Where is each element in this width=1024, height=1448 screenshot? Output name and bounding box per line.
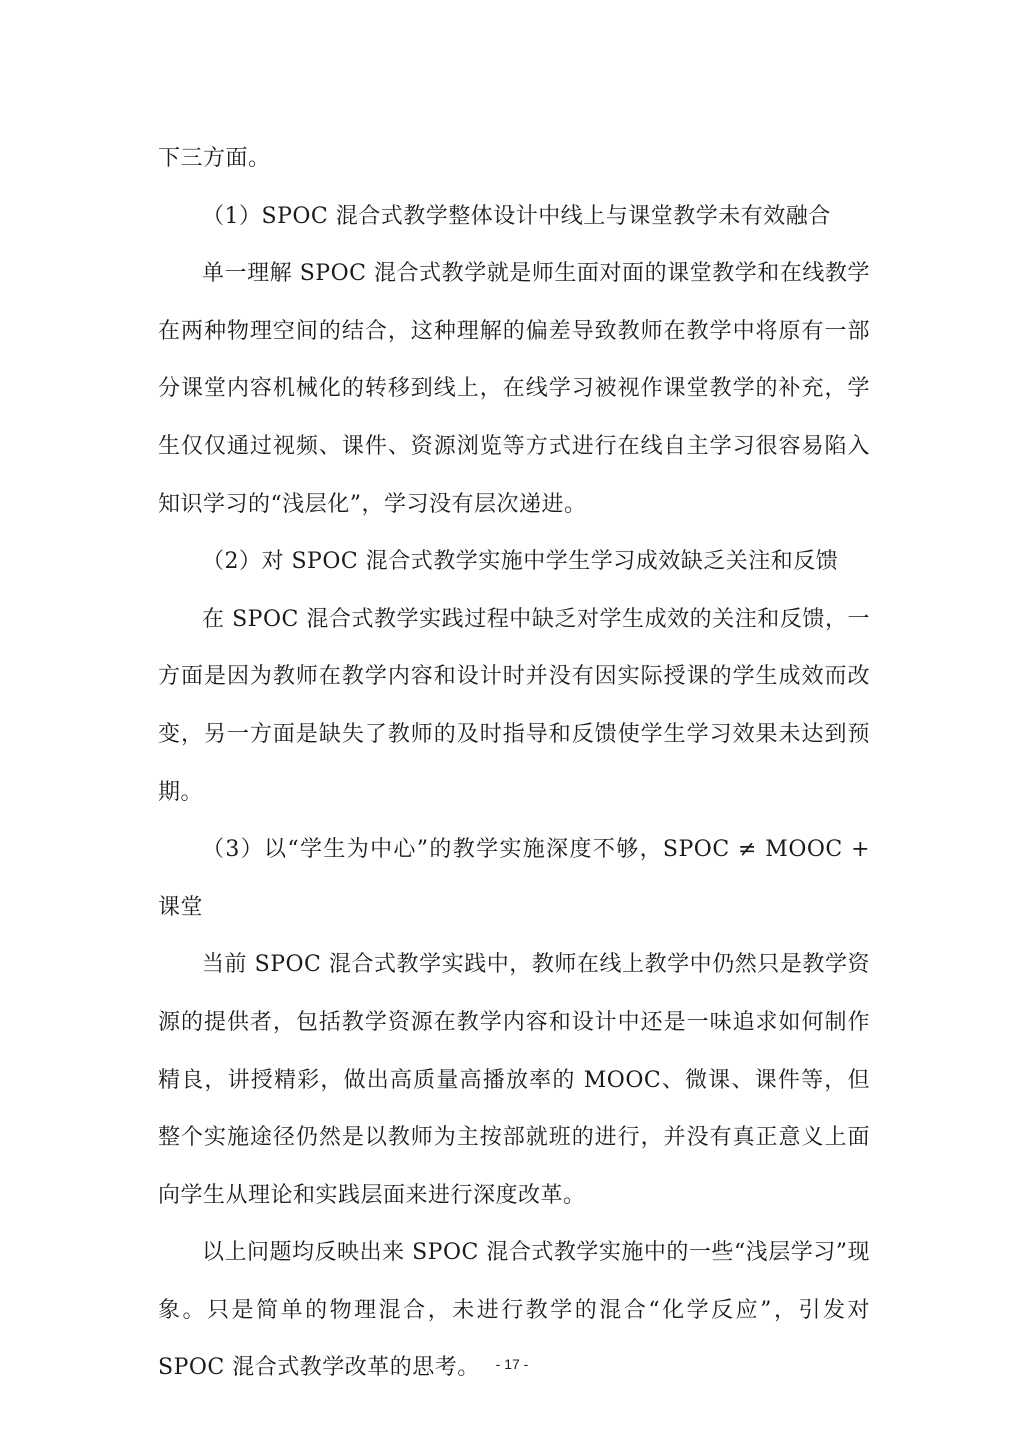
continuation-paragraph: 下三方面。	[158, 146, 271, 171]
body-paragraph-1: 单一理解 SPOC 混合式教学就是师生面对面的课堂教学和在线教学在两种物理空间的结合，这种理解的偏差导致教师在教学中将原有一部分课堂内容机械化的转移到线上，在线学习被视作课堂教学的补充，学生仅仅通过视频、课件、资源浏览等方式进行在线自主学习很容易陷入知识学习的“浅层化”，学习没有层次递进。	[158, 261, 870, 517]
body-paragraph-2: 在 SPOC 混合式教学实践过程中缺乏对学生成效的关注和反馈，一方面是因为教师在教学内容和设计时并没有因实际授课的学生成效而改变，另一方面是缺失了教师的及时指导和反馈使学生学习效果未达到预期。	[158, 606, 870, 805]
section-heading-3: （3）以“学生为中心”的教学实施深度不够，SPOC ≠ MOOC + 课堂	[158, 837, 870, 920]
body-paragraph-3: 当前 SPOC 混合式教学实践中，教师在线上教学中仍然只是教学资源的提供者，包括教学资源在教学内容和设计中还是一味追求如何制作精良，讲授精彩，做出高质量高播放率的 MOOC、微课、课件等，但整个实施途径仍然是以教师为主按部就班的进行，并没有真正意义上面向学生从理论和实践层面来进行深度改革。	[158, 952, 870, 1208]
section-heading-2: （2）对 SPOC 混合式教学实施中学生学习成效缺乏关注和反馈	[202, 549, 839, 575]
document-body	[158, 130, 870, 1397]
body-paragraph-4: 以上问题均反映出来 SPOC 混合式教学实施中的一些“浅层学习”现象。只是简单的物理混合，未进行教学的混合“化学反应”，引发对 SPOC 混合式教学改革的思考。	[158, 1240, 870, 1381]
section-heading-1: （1）SPOC 混合式教学整体设计中线上与课堂教学未有效融合	[202, 203, 831, 229]
page-number: - 17 -	[495, 1356, 529, 1372]
